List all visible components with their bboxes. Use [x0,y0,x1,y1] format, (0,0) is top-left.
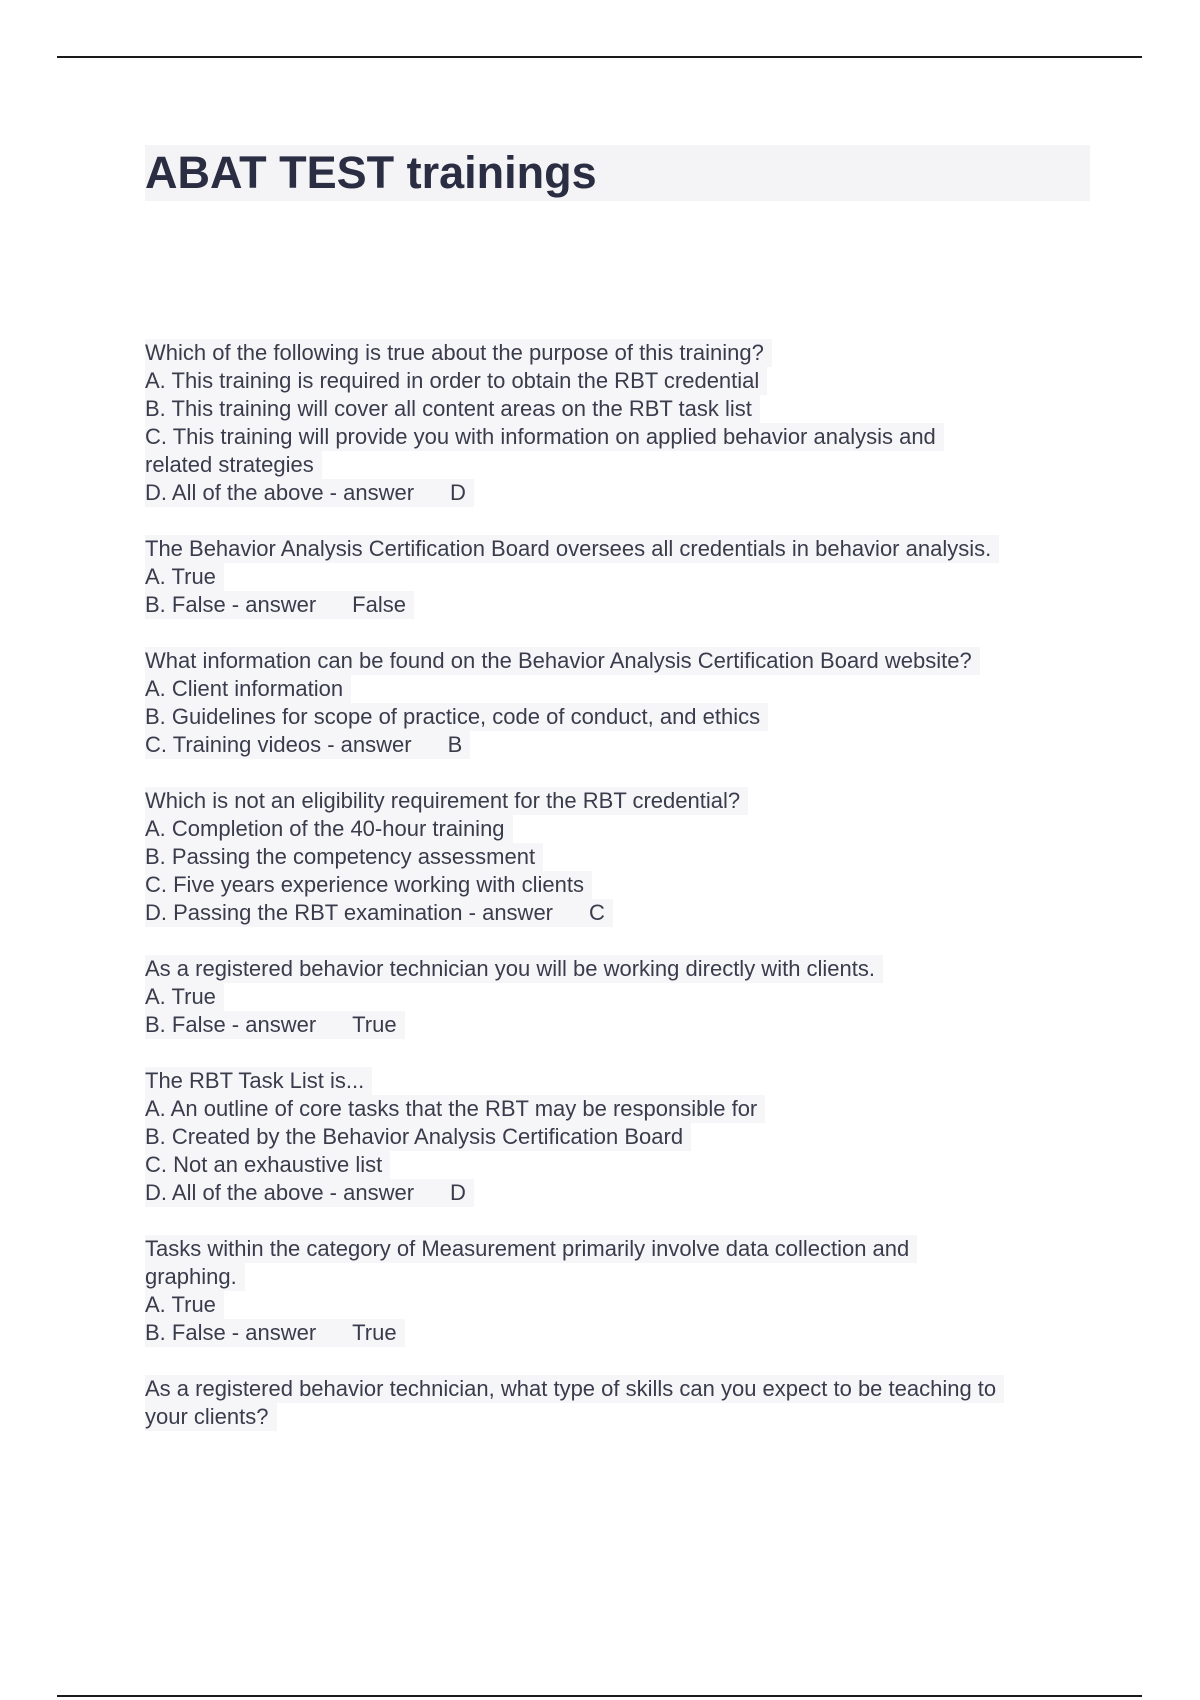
answer-line [145,899,613,927]
answer-option: C. This training will provide you with information on applied behavior analysis and [145,423,944,451]
question-block [145,1235,1090,1347]
answer-option: A. True [145,1291,224,1319]
document-body [145,145,1090,1459]
question-block [145,1067,1090,1207]
title-band [145,145,1090,201]
correct-answer: C [589,900,605,925]
final-option: B. False - answer [145,1320,317,1345]
question-prompt: What information can be found on the Behavior Analysis Certification Board website? [145,647,980,675]
correct-answer: False [352,592,406,617]
answer-option: A. True [145,563,224,591]
question-prompt: As a registered behavior technician you will be working directly with clients. [145,955,883,983]
answer-line [145,1319,405,1347]
question-block [145,647,1090,759]
answer-line [145,479,474,507]
answer-option: C. Five years experience working with clients [145,871,592,899]
answer-line [145,1011,405,1039]
final-option: C. Training videos - answer [145,732,412,757]
correct-answer: D [450,1180,466,1205]
answer-option: A. True [145,983,224,1011]
question-prompt: Tasks within the category of Measurement primarily involve data collection and [145,1235,917,1263]
question-prompt: Which is not an eligibility requirement for the RBT credential? [145,787,748,815]
final-option: D. All of the above - answer [145,480,415,505]
answer-line [145,731,470,759]
answer-line [145,591,414,619]
question-prompt: As a registered behavior technician, what type of skills can you expect to be teaching to [145,1375,1004,1403]
question-block [145,1375,1090,1431]
answer-option: B. Created by the Behavior Analysis Certification Board [145,1123,691,1151]
answer-option-continuation: related strategies [145,451,322,479]
top-rule [57,56,1142,58]
answer-option: B. Guidelines for scope of practice, code of conduct, and ethics [145,703,768,731]
answer-option: A. Client information [145,675,351,703]
final-option: B. False - answer [145,1012,317,1037]
answer-line [145,1179,474,1207]
answer-option: A. An outline of core tasks that the RBT may be responsible for [145,1095,765,1123]
correct-answer: True [352,1012,397,1037]
question-prompt-continuation: your clients? [145,1403,277,1431]
question-prompt: The Behavior Analysis Certification Board oversees all credentials in behavior analysis. [145,535,999,563]
answer-option: B. This training will cover all content areas on the RBT task list [145,395,760,423]
question-list [145,339,1090,1431]
question-block [145,535,1090,619]
answer-option: B. Passing the competency assessment [145,843,543,871]
answer-option: A. This training is required in order to obtain the RBT credential [145,367,767,395]
question-block [145,955,1090,1039]
document-title: ABAT TEST trainings [145,147,597,198]
final-option: B. False - answer [145,592,317,617]
correct-answer: B [447,732,463,757]
question-prompt-continuation: graphing. [145,1263,245,1291]
final-option: D. All of the above - answer [145,1180,415,1205]
final-option: D. Passing the RBT examination - answer [145,900,553,925]
correct-answer: D [450,480,466,505]
question-prompt: The RBT Task List is... [145,1067,372,1095]
answer-option: A. Completion of the 40-hour training [145,815,513,843]
question-prompt: Which of the following is true about the purpose of this training? [145,339,772,367]
bottom-rule [57,1695,1142,1697]
answer-option: C. Not an exhaustive list [145,1151,390,1179]
correct-answer: True [352,1320,397,1345]
question-block [145,787,1090,927]
question-block [145,339,1090,507]
